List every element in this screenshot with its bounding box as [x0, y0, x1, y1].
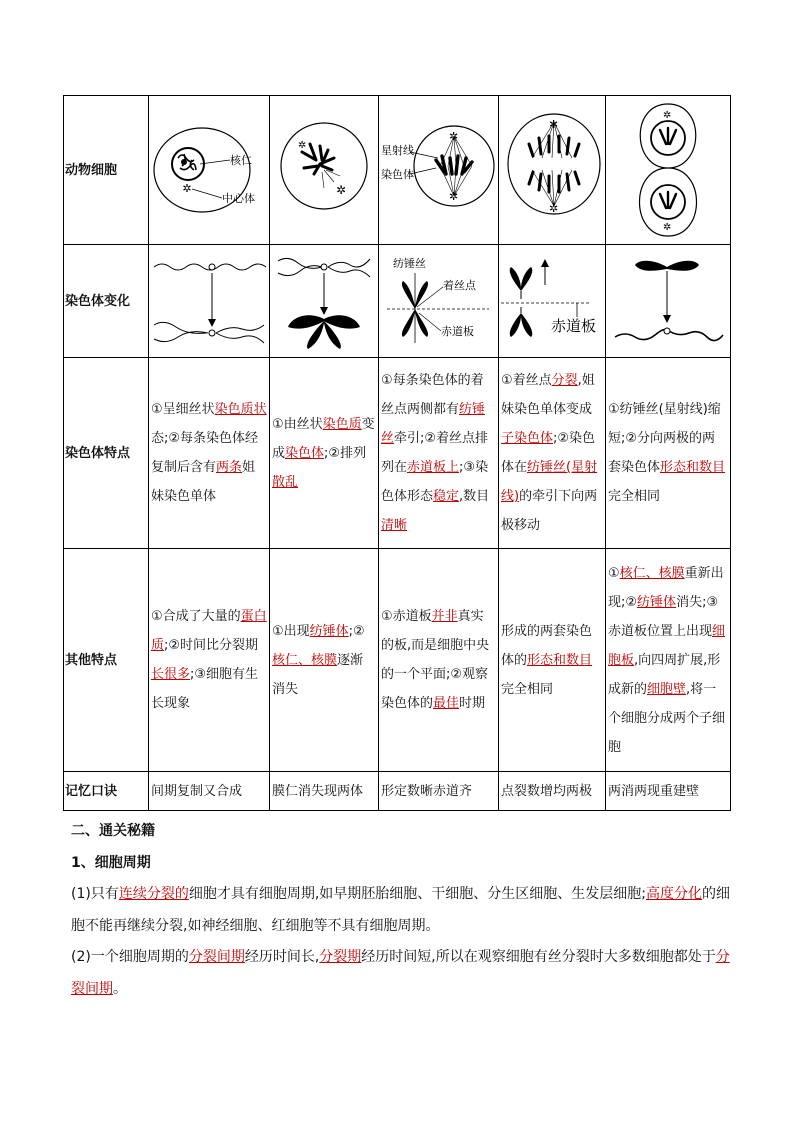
spindle-fiber-label: 纺锤丝 [392, 257, 426, 270]
metaphase-features: ①每条染色体的着丝点两侧都有纺锤丝牵引;②着丝点排列在赤道板上;③染色体形态稳定,数目清晰 [379, 358, 499, 549]
svg-text:✲: ✲ [663, 222, 672, 233]
centrosome-label: 中心体 [222, 192, 255, 205]
svg-text:✲: ✲ [298, 140, 307, 151]
equatorial-plate-label: 赤道板 [551, 317, 597, 335]
row-chromosome-features [64, 358, 731, 549]
interphase-cell-diagram [149, 96, 270, 245]
keyword: 分裂间期 [188, 949, 245, 965]
telophase-features: ①纺锤丝(星射线)缩短;②分向两极的两套染色体形态和数目完全相同 [606, 358, 731, 549]
keyword: 染色质 [322, 416, 362, 432]
row-header: 染色体变化 [64, 245, 149, 358]
keyword: 纺锤丝(星射线) [501, 460, 598, 504]
keyword: 分裂 [551, 373, 578, 388]
row-mnemonic [64, 772, 731, 811]
svg-text:✲: ✲ [549, 202, 559, 215]
keyword: 蛋白质 [151, 609, 267, 653]
interphase-chromosome-diagram [149, 245, 270, 358]
keyword: 纺锤体 [637, 594, 677, 610]
chromosome-label: 染色体 [380, 168, 414, 181]
mnemonic-cell: 点裂数增均两极 [499, 772, 606, 811]
metaphase-cell-diagram [379, 96, 499, 245]
keyword: 染色体 [285, 445, 325, 461]
prophase-cell-diagram [270, 96, 379, 245]
svg-text:✲: ✲ [336, 183, 347, 197]
telophase-other: ①核仁、核膜重新出现;②纺锤体消失;③赤道板位置上出现细胞板,向四周扩展,形成新的细胞壁,将一个细胞分成两个子细胞 [606, 549, 731, 772]
row-header: 动物细胞 [64, 96, 149, 245]
subsection-title: 1、细胞周期 [71, 855, 151, 871]
nucleolus-label: 核仁 [230, 154, 252, 167]
prophase-features: ①由丝状染色质变成染色体;②排列散乱 [270, 358, 379, 549]
svg-text:✲: ✲ [549, 118, 559, 131]
row-other-features [64, 549, 731, 772]
interphase-features: ①呈细丝状染色质状态;②每条染色体经复制后含有两条姐妹染色单体 [149, 358, 270, 549]
keyword: 连续分裂的 [118, 886, 189, 902]
keyword: 分裂期 [319, 949, 362, 965]
keyword: 形态和数目 [660, 460, 726, 475]
keyword: 赤道板上 [407, 460, 460, 475]
mnemonic-cell: 间期复制又合成 [149, 772, 270, 811]
row-header: 记忆口诀 [64, 772, 149, 811]
anaphase-features: ①着丝点分裂,姐妹染色单体变成子染色体;②染色体在纺锤丝(星射线)的牵引下向两极移动 [499, 358, 606, 549]
aster-rays-label: 星射线 [380, 144, 414, 157]
svg-text:✲: ✲ [663, 110, 672, 121]
row-chromosome-change [64, 245, 731, 358]
row-animal-cell [64, 96, 731, 245]
keyword: 散乱 [272, 474, 299, 490]
interphase-other: ①合成了大量的蛋白质;②时间比分裂期长很多;③细胞有生长现象 [149, 549, 270, 772]
section-title: 二、通关秘籍 [71, 823, 155, 839]
paragraph-1: (1)只有连续分裂的细胞才具有细胞周期,如早期胚胎细胞、干细胞、分生区细胞、生发层细胞;高度分化的细胞不能再继续分裂,如神经细胞、红细胞等不具有细胞周期。 [71, 886, 731, 934]
metaphase-other: ①赤道板并非真实的板,而是细胞中央的一个平面;②观察染色体的最佳时期 [379, 549, 499, 772]
keyword: 并非 [431, 609, 458, 624]
mitosis-table [63, 95, 731, 811]
anaphase-other: 形成的两套染色体的形态和数目完全相同 [499, 549, 606, 772]
row-header: 其他特点 [64, 549, 149, 772]
keyword: 纺锤体 [309, 623, 349, 639]
paragraph-2: (2)一个细胞周期的分裂间期经历时间长,分裂期经历时间短,所以在观察细胞有丝分裂时大多数细胞都处于分裂间期。 [71, 949, 730, 997]
mnemonic-cell: 形定数晰赤道齐 [379, 772, 499, 811]
mnemonic-cell: 两消两现重建壁 [606, 772, 731, 811]
svg-text:✲: ✲ [448, 190, 458, 203]
anaphase-chromosome-diagram [499, 245, 606, 358]
telophase-chromosome-diagram [606, 245, 731, 358]
keyword: 稳定 [433, 489, 460, 504]
keyword: 高度分化 [646, 886, 703, 902]
anaphase-cell-diagram [499, 96, 606, 245]
row-header: 染色体特点 [64, 358, 149, 549]
equatorial-plate-label: 赤道板 [440, 325, 474, 338]
svg-text:✲: ✲ [448, 130, 458, 143]
keyword: 细胞壁 [647, 681, 687, 697]
keyword: 染色质状 [214, 402, 267, 417]
keyword: 最佳 [433, 696, 460, 711]
keyword: 子染色体 [501, 431, 554, 446]
telophase-cell-diagram [606, 96, 731, 245]
keyword: 长很多 [151, 667, 191, 682]
keyword: 细胞板 [608, 623, 726, 668]
keyword: 核仁、核膜 [619, 565, 685, 581]
keyword: 核仁、核膜 [272, 652, 338, 668]
keyword: 形态和数目 [527, 652, 593, 668]
keyword: 清晰 [381, 518, 408, 533]
prophase-chromosome-diagram [270, 245, 379, 358]
prophase-other: ①出现纺锤体;②核仁、核膜逐渐消失 [270, 549, 379, 772]
mnemonic-cell: 膜仁消失现两体 [270, 772, 379, 811]
centromere-label: 着丝点 [442, 279, 476, 292]
keyword: 纺锤丝 [381, 402, 486, 446]
svg-text:✲: ✲ [182, 182, 192, 195]
metaphase-chromosome-diagram [379, 245, 499, 358]
keyword: 分裂间期 [71, 949, 730, 997]
keyword: 两条 [216, 460, 243, 475]
